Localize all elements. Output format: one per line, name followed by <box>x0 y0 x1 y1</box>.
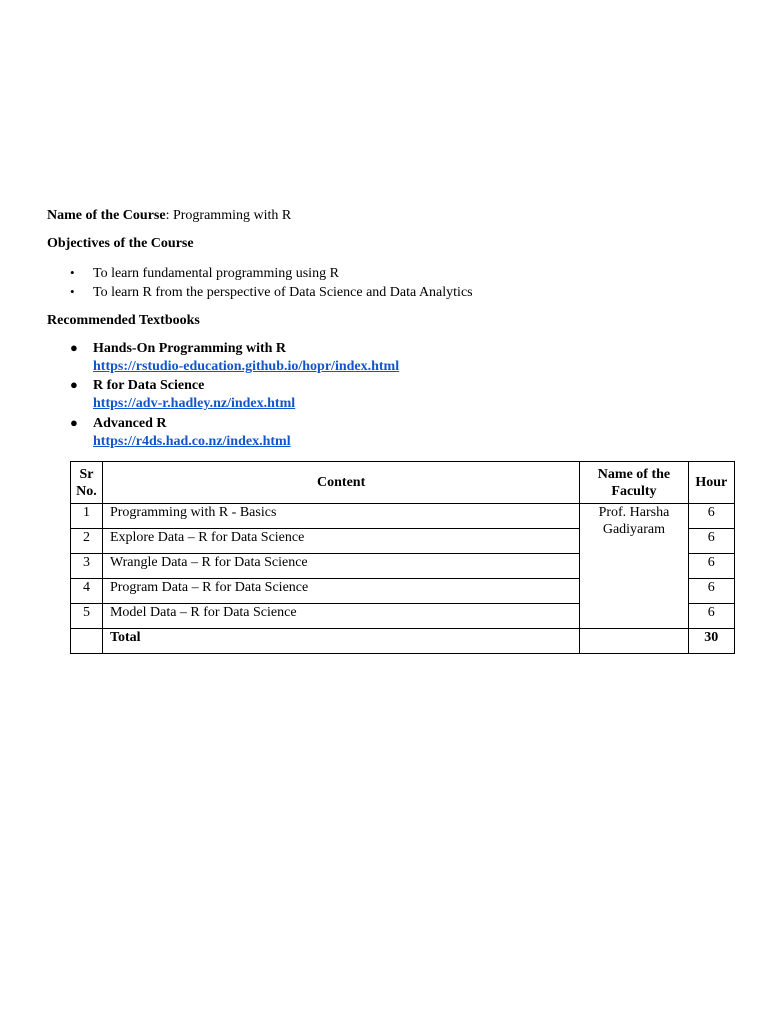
course-name-line <box>47 207 291 225</box>
bullet-icon: • <box>70 284 75 299</box>
table-header-row <box>71 462 735 504</box>
bullet-icon: ● <box>70 377 78 392</box>
course-name-separator: : <box>165 208 173 223</box>
row-hour: 6 <box>688 529 734 554</box>
textbooks-heading: Recommended Textbooks <box>47 313 200 328</box>
total-label: Total <box>102 629 579 654</box>
course-name-value: Programming with R <box>172 208 292 223</box>
textbook-item <box>70 340 399 376</box>
row-sr: 2 <box>71 529 103 554</box>
row-sr: 1 <box>71 504 103 529</box>
row-hour: 6 <box>688 554 734 579</box>
row-hour: 6 <box>688 504 734 529</box>
row-content: Model Data – R for Data Science <box>102 604 579 629</box>
row-hour: 6 <box>688 579 734 604</box>
textbook-title: Hands-On Programming with R <box>93 341 287 356</box>
row-sr: 5 <box>71 604 103 629</box>
header-hour: Hour <box>688 462 734 504</box>
objective-text: To learn fundamental programming using R <box>93 266 339 281</box>
textbook-item <box>70 415 291 451</box>
faculty-cell: Prof. Harsha Gadiyaram <box>580 504 688 629</box>
bullet-icon: ● <box>70 340 78 355</box>
row-content: Wrangle Data – R for Data Science <box>102 554 579 579</box>
bullet-icon: ● <box>70 415 78 430</box>
textbook-item <box>70 377 295 413</box>
header-content: Content <box>102 462 579 504</box>
textbook-link[interactable]: https://adv-r.hadley.nz/index.html <box>93 396 296 411</box>
header-sr-no: Sr No. <box>71 462 103 504</box>
objective-item <box>70 264 339 283</box>
total-faculty-empty <box>580 629 688 654</box>
objective-text: To learn R from the perspective of Data Science and Data Analytics <box>93 285 473 300</box>
textbook-title: Advanced R <box>93 416 167 431</box>
textbook-link[interactable]: https://rstudio-education.github.io/hopr/index.html <box>93 359 400 374</box>
course-name-label: Name of the Course <box>47 208 166 223</box>
row-content: Programming with R - Basics <box>102 504 579 529</box>
row-content: Explore Data – R for Data Science <box>102 529 579 554</box>
bullet-icon: • <box>70 265 75 280</box>
table-row <box>71 504 735 529</box>
table-total-row <box>71 629 735 654</box>
row-hour: 6 <box>688 604 734 629</box>
row-sr: 4 <box>71 579 103 604</box>
total-sr-empty <box>71 629 103 654</box>
total-hour: 30 <box>688 629 734 654</box>
row-sr: 3 <box>71 554 103 579</box>
course-table <box>70 461 735 654</box>
row-content: Program Data – R for Data Science <box>102 579 579 604</box>
textbook-title: R for Data Science <box>93 378 205 393</box>
objectives-heading: Objectives of the Course <box>47 236 194 251</box>
textbook-link[interactable]: https://r4ds.had.co.nz/index.html <box>93 434 291 449</box>
objective-item <box>70 283 473 302</box>
header-faculty: Name of the Faculty <box>580 462 688 504</box>
